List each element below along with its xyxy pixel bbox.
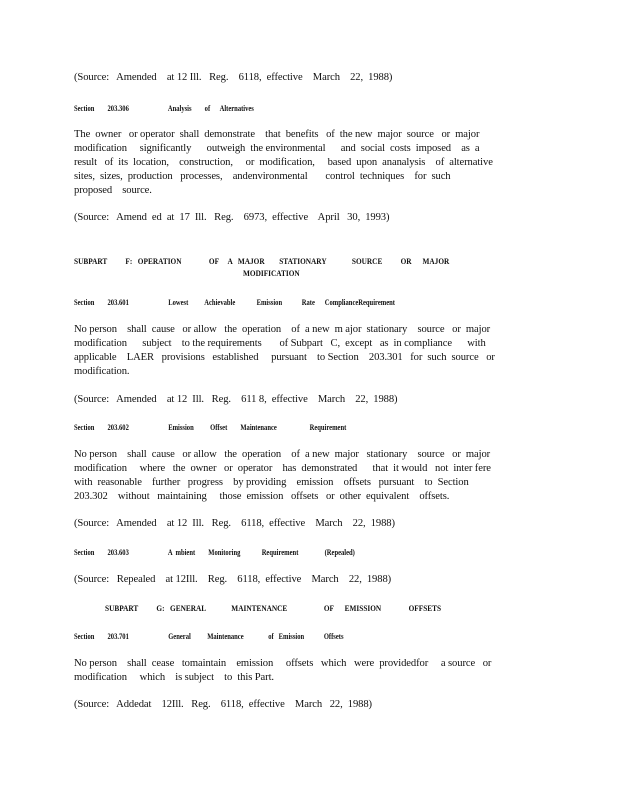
source-note: (Source: Addedat 12Ill. Reg. 6118, effective March 22, 1988) bbox=[74, 699, 372, 710]
paragraph-line: modification significantly outweigh the environmental and social costs imposed as a bbox=[74, 143, 480, 154]
section-heading: Section 203.306 Analysis of Alternatives bbox=[74, 104, 254, 113]
paragraph-line: No person shall cease tomaintain emission offsets which were providedfor a source or bbox=[74, 658, 492, 669]
paragraph-line: modification. bbox=[74, 366, 130, 377]
paragraph-line: No person shall cause or allow the operation of a new major stationary source or major bbox=[74, 449, 491, 460]
subpart-heading: SUBPART G: GENERAL MAINTENANCE OF EMISSION OFFSETS bbox=[105, 603, 442, 613]
source-note: (Source: Amend ed at 17 Ill. Reg. 6973, effective April 30, 1993) bbox=[74, 212, 390, 223]
paragraph-line: No person shall cause or allow the operation of a new m ajor stationary source or major bbox=[74, 324, 491, 335]
source-note: (Source: Amended at 12 Ill. Reg. 6118, effective March 22, 1988) bbox=[74, 72, 393, 83]
paragraph-line: with reasonable further progress by providing emission offsets pursuant to Section bbox=[74, 477, 469, 488]
paragraph-line: modification which is subject to this Part. bbox=[74, 672, 274, 683]
section-heading: Section 203.602 Emission Offset Maintenance Requirement bbox=[74, 423, 347, 432]
section-heading: Section 203.701 General Maintenance of Emission Offsets bbox=[74, 632, 344, 641]
paragraph-line: modification where the owner or operator has demonstrated that it would not inter fere bbox=[74, 463, 491, 474]
source-note: (Source: Repealed at 12Ill. Reg. 6118, effective March 22, 1988) bbox=[74, 574, 392, 585]
paragraph-line: The owner or operator shall demonstrate that benefits of the new major source or major bbox=[74, 129, 480, 140]
paragraph-line: result of its location, construction, or modification, based upon ananalysis of alternative bbox=[74, 157, 493, 168]
section-heading: Section 203.603 A mbient Monitoring Requirement (Repealed) bbox=[74, 548, 355, 557]
paragraph-line: proposed source. bbox=[74, 185, 152, 196]
paragraph-line: 203.302 without maintaining those emission offsets or other equivalent offsets. bbox=[74, 491, 450, 502]
source-note: (Source: Amended at 12 Ill. Reg. 611 8, effective March 22, 1988) bbox=[74, 394, 398, 405]
paragraph-line: modification subject to the requirements of Subpart C, except as in compliance with bbox=[74, 338, 486, 349]
paragraph-line: applicable LAER provisions established pursuant to Section 203.301 for such source or bbox=[74, 352, 495, 363]
subpart-heading-continued: MODIFICATION bbox=[243, 268, 300, 278]
subpart-heading: SUBPART F: OPERATION OF A MAJOR STATIONARY SOURCE OR MAJOR bbox=[74, 256, 450, 266]
paragraph-line: sites, sizes, production processes, andenvironmental control techniques for such bbox=[74, 171, 451, 182]
section-heading: Section 203.601 Lowest Achievable Emission Rate ComplianceRequirement bbox=[74, 298, 395, 307]
source-note: (Source: Amended at 12 Ill. Reg. 6118, effective March 22, 1988) bbox=[74, 518, 395, 529]
